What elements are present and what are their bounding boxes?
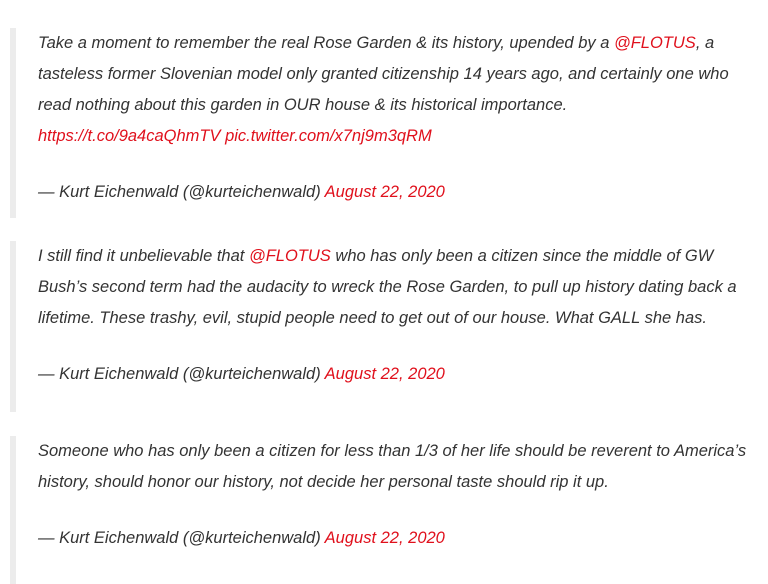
tweet-text [38, 241, 754, 334]
tweet-date-link[interactable]: August 22, 2020 [324, 365, 445, 383]
tweet-date-link[interactable]: August 22, 2020 [324, 183, 445, 201]
tweet-signature [38, 359, 754, 390]
tweet-text: Someone who has only been a citizen for less than 1/3 of her life should be reverent to America’s history, should honor our history, not decide her personal taste should rip it up. [38, 442, 747, 491]
tweet-quote-3 [10, 436, 768, 584]
tweet-text [38, 28, 754, 152]
tweet-quote-1 [10, 28, 768, 218]
tweet-author: — Kurt Eichenwald (@kurteichenwald) [38, 183, 325, 201]
tweet-pic-link[interactable]: pic.twitter.com/x7nj9m3qRM [225, 127, 432, 145]
tweet-text-rest: who has only been a citizen since the middle of GW Bush’s second term had the audacity to wreck the Rose Garden, to pull up history dating back a lifetime. These trashy, evil, stupid people need to get out of our house. What GALL she has. [38, 247, 737, 327]
mention-link[interactable]: @FLOTUS [613, 34, 696, 52]
tweet-url-link[interactable]: https://t.co/9a4caQhmTV [38, 127, 221, 145]
tweet-date-link[interactable]: August 22, 2020 [324, 529, 445, 547]
tweet-author: — Kurt Eichenwald (@kurteichenwald) [38, 365, 325, 383]
tweet-author: — Kurt Eichenwald (@kurteichenwald) [38, 529, 325, 547]
tweet-quote-2 [10, 241, 768, 412]
tweet-text-start: I still find it unbelievable that [38, 247, 249, 265]
tweet-signature [38, 523, 754, 554]
tweet-text-start: Take a moment to remember the real Rose Garden & its history, upended by a [38, 34, 614, 52]
tweet-signature [38, 177, 754, 208]
mention-link[interactable]: @FLOTUS [248, 247, 331, 265]
tweet-text-rest: , a tasteless former Slovenian model only granted citizenship 14 years ago, and certainly one who read nothing about this garden in OUR house & its historical importance. [38, 34, 729, 114]
